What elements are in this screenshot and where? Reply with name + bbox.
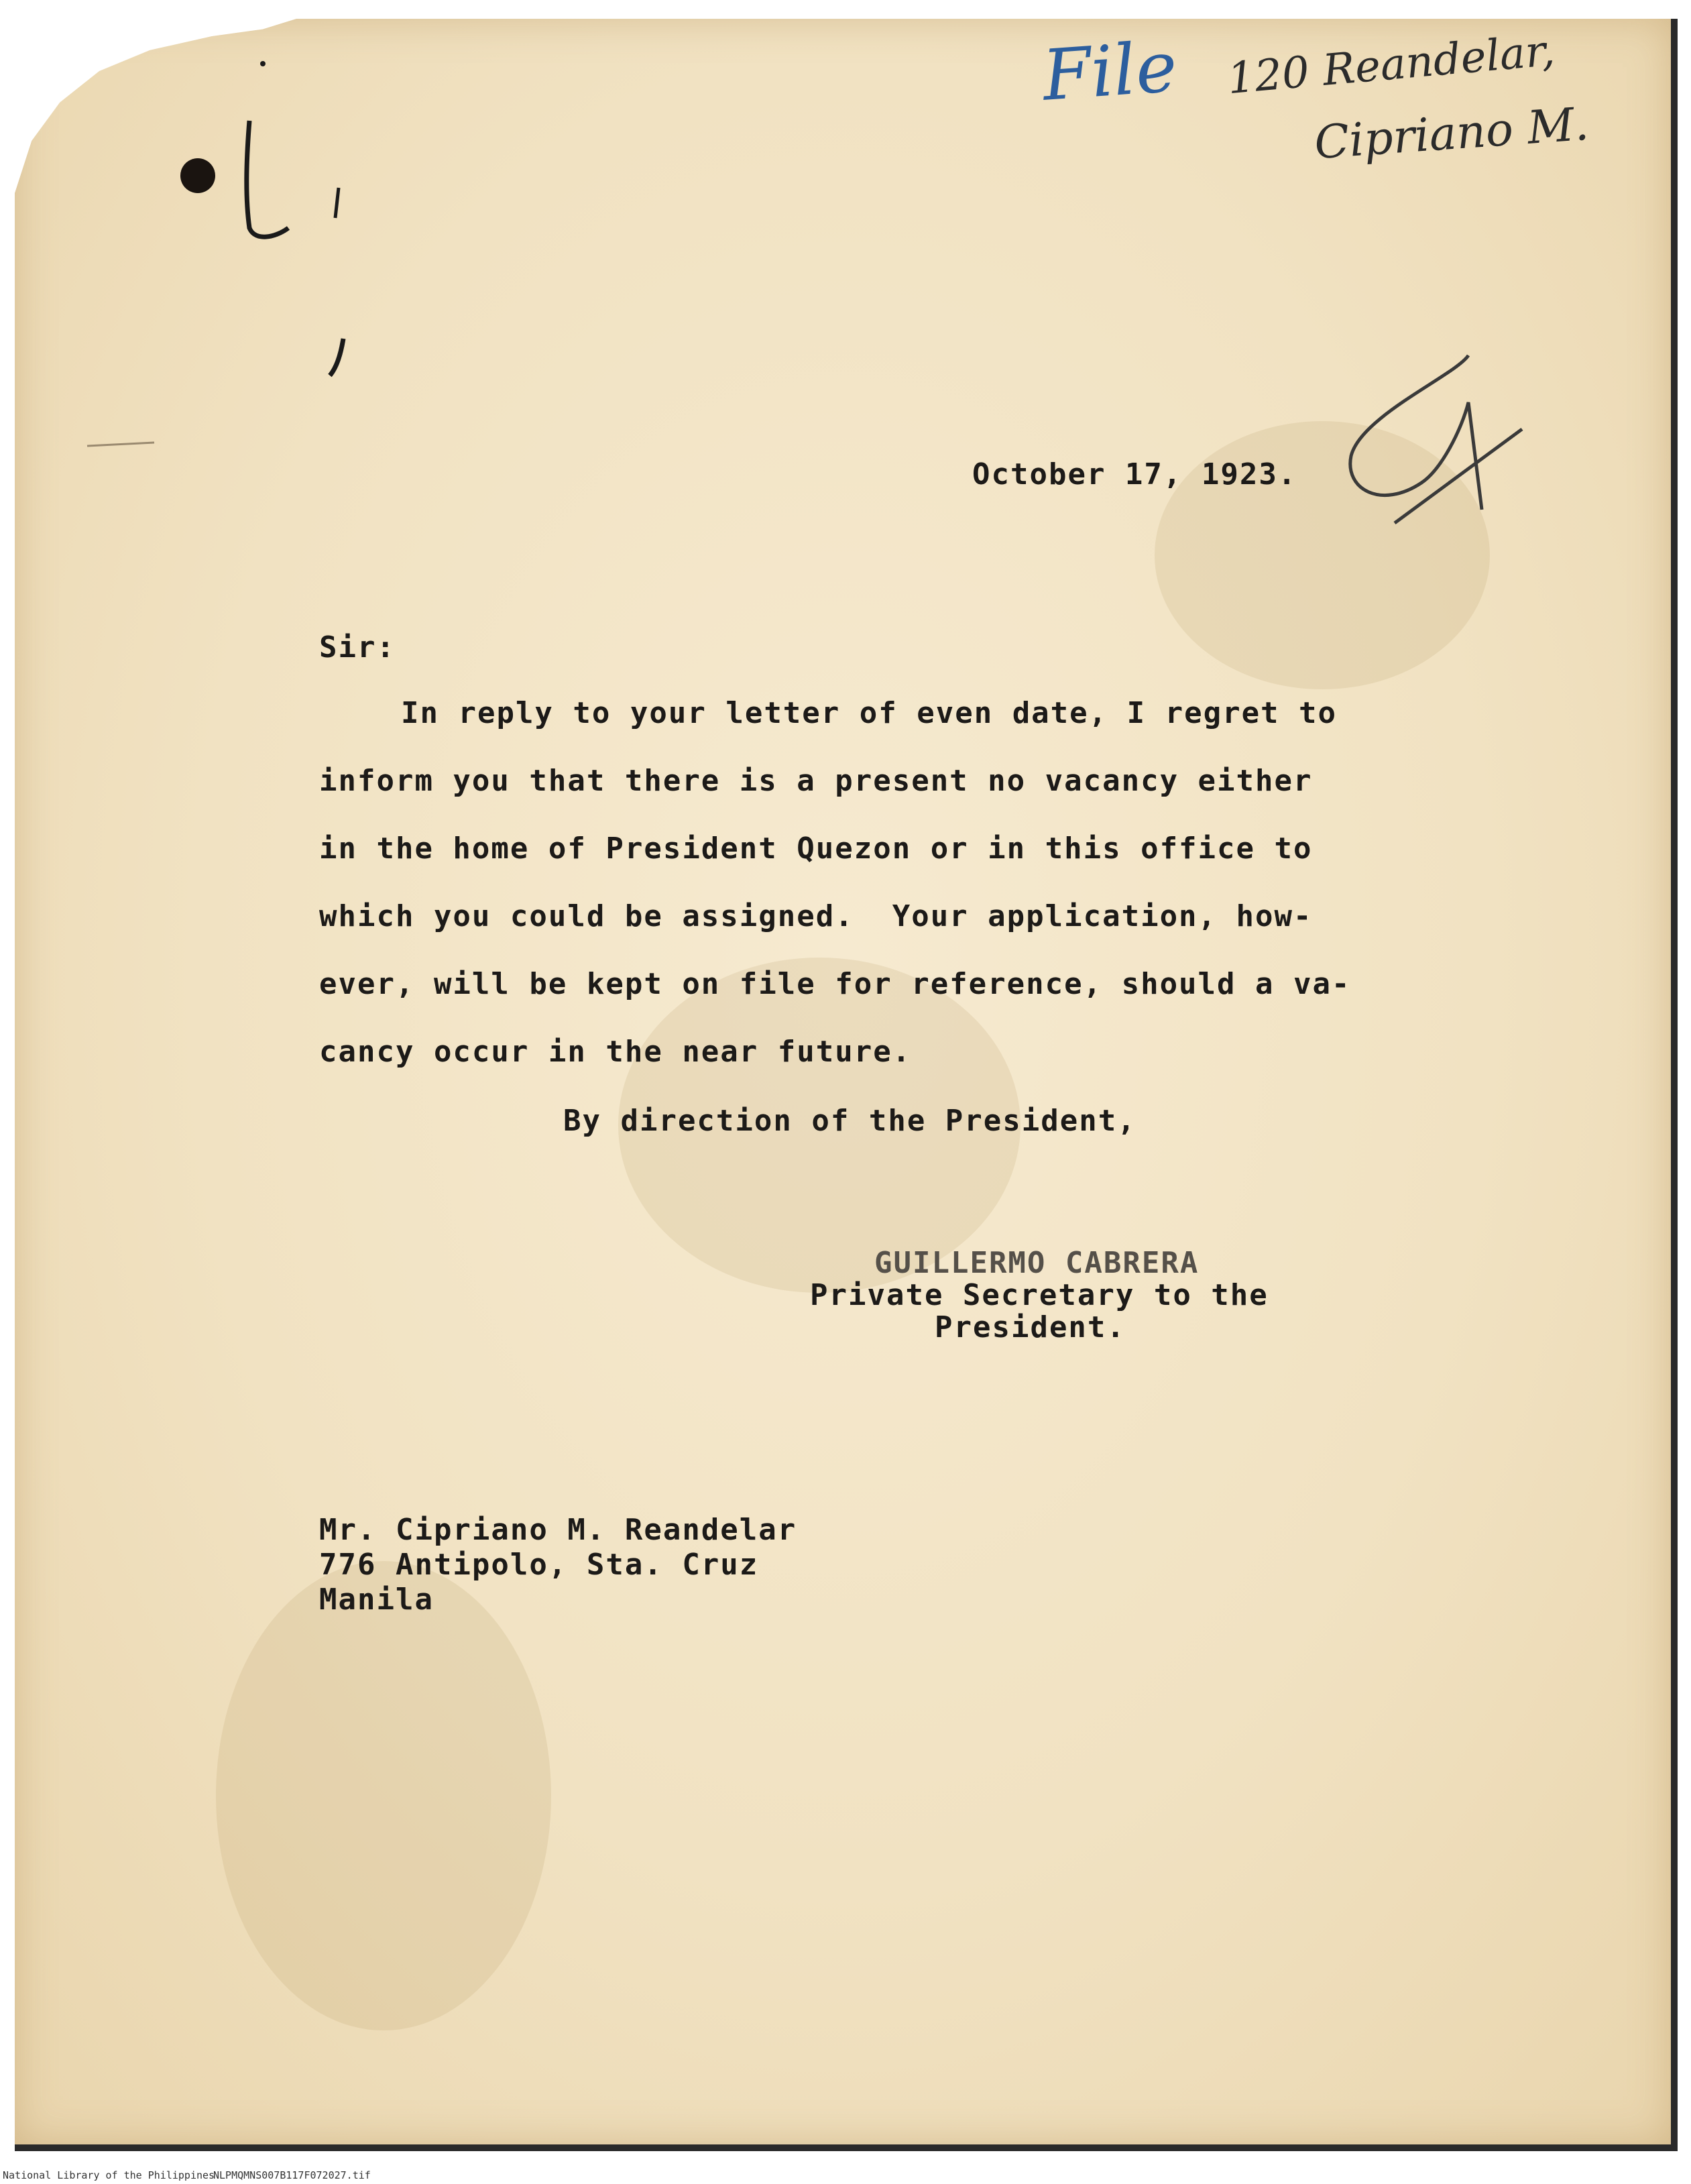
recipient-line: 776 Antipolo, Sta. Cruz (319, 1548, 759, 1582)
salutation: Sir: (319, 630, 396, 665)
signature-name: GUILLERMO CABRERA (874, 1246, 1200, 1280)
footer-institution: National Library of the Philippines (3, 2169, 215, 2181)
body-line: In reply to your letter of even date, I regret to (401, 696, 1338, 730)
body-line: inform you that there is a present no vacancy either (319, 764, 1313, 798)
pencil-mark (330, 339, 343, 376)
body-line: which you could be assigned. Your application, how- (319, 899, 1313, 933)
margin-tick (87, 443, 154, 446)
pencil-mark (247, 121, 288, 237)
file-reference-line-1: 120 Reandelar, (1225, 25, 1557, 105)
body-line: cancy occur in the near future. (319, 1035, 912, 1069)
punch-hole (180, 158, 215, 193)
signature-title: President. (935, 1310, 1126, 1344)
file-reference-line-2: Cipriano M. (1312, 97, 1590, 170)
body-line: in the home of President Quezon or in this office to (319, 831, 1313, 866)
recipient-line: Manila (319, 1583, 434, 1617)
pencil-dot (260, 61, 266, 66)
file-mark: File (1039, 25, 1180, 117)
reviewer-check-mark (1350, 355, 1522, 523)
body-line: ever, will be kept on file for reference, should a va- (319, 967, 1351, 1001)
pencil-mark (335, 188, 339, 218)
recipient-line: Mr. Cipriano M. Reandelar (319, 1513, 797, 1547)
letter-date: October 17, 1923. (972, 457, 1297, 492)
signature-title: Private Secretary to the (810, 1278, 1269, 1312)
footer-filename: NLPMQMNS007B117F072027.tif (213, 2169, 371, 2181)
closing: By direction of the President, (563, 1104, 1136, 1138)
